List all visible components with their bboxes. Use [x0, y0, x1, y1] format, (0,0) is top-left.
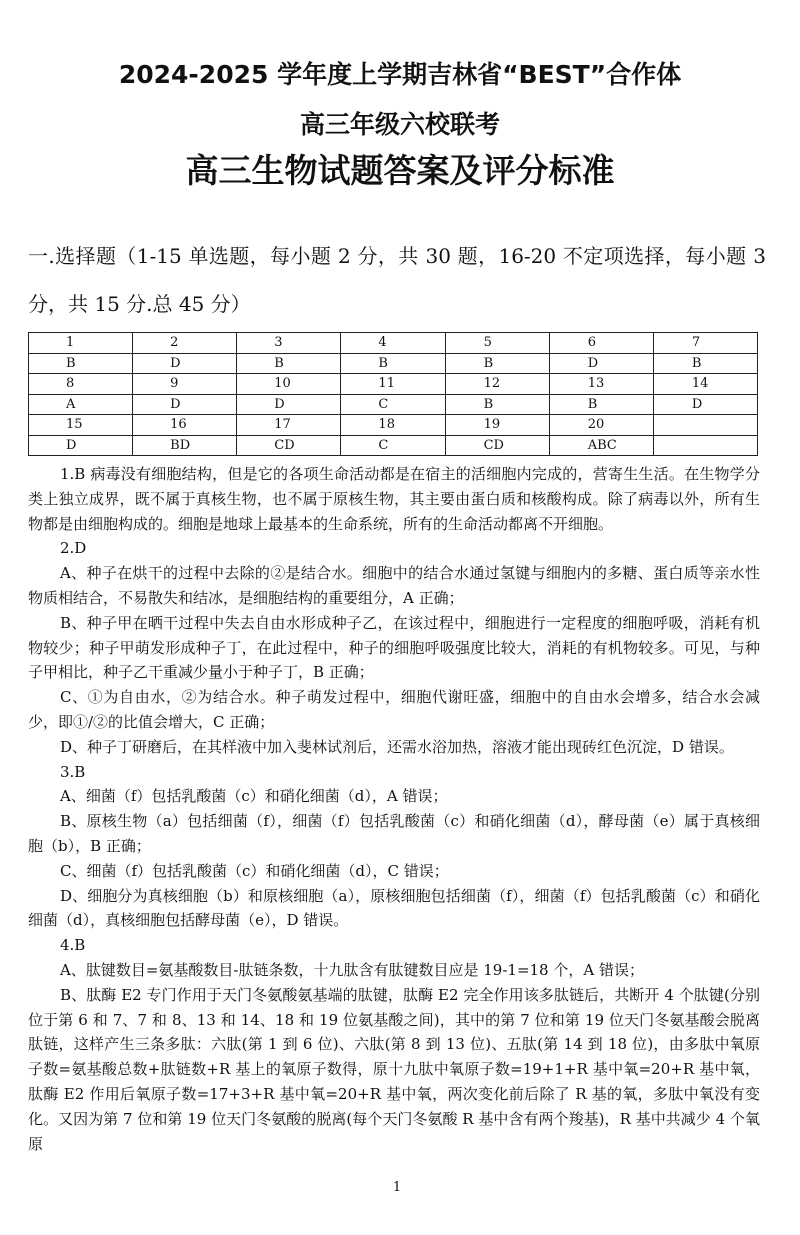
table-row — [29, 353, 758, 374]
table-cell: B — [445, 353, 549, 374]
table-cell: D — [549, 353, 653, 374]
explanation-paragraph: B、种子甲在晒干过程中失去自由水形成种子乙，在该过程中，细胞进行一定程度的细胞呼吸，消耗有机物较少；种子甲萌发形成种子丁，在此过程中，种子的细胞呼吸强度比较大，消耗的有机物较多。可见，与种子甲相比，种子乙干重减少量小于种子丁，B 正确； — [28, 613, 760, 682]
explanation-paragraph: B、原核生物（a）包括细菌（f），细菌（f）包括乳酸菌（c）和硝化细菌（d），酵母菌（e）属于真核细胞（b），B 正确； — [28, 812, 760, 855]
table-cell: 4 — [341, 333, 445, 354]
table-cell: B — [341, 353, 445, 374]
table-cell: B — [445, 394, 549, 415]
table-cell: 18 — [341, 415, 445, 436]
table-cell: D — [133, 394, 237, 415]
table-cell: D — [29, 435, 133, 456]
table-cell — [653, 435, 757, 456]
table-row — [29, 394, 758, 415]
table-cell: 10 — [237, 374, 341, 395]
table-cell: CD — [445, 435, 549, 456]
table-cell: 3 — [237, 333, 341, 354]
table-cell: CD — [237, 435, 341, 456]
table-cell: 12 — [445, 374, 549, 395]
explanations — [28, 462, 760, 1156]
table-cell: 11 — [341, 374, 445, 395]
table-cell: 16 — [133, 415, 237, 436]
explanation-paragraph: 3.B — [60, 762, 86, 781]
table-cell: 17 — [237, 415, 341, 436]
table-cell: BD — [133, 435, 237, 456]
table-cell — [653, 415, 757, 436]
explanation-paragraph: 2.D — [60, 539, 87, 558]
explanation-paragraph: A、种子在烘干的过程中去除的②是结合水。细胞中的结合水通过氢键与细胞内的多糖、蛋白质等亲水性物质相结合，不易散失和结冰，是细胞结构的重要组分，A 正确； — [28, 564, 760, 607]
explanation-paragraph: A、肽键数目=氨基酸数目-肽链条数，十九肽含有肽键数目应是 19-1=18 个，A 错误； — [60, 960, 644, 979]
explanation-paragraph: D、细胞分为真核细胞（b）和原核细胞（a），原核细胞包括细菌（f），细菌（f）包括乳酸菌（c）和硝化细菌（d），真核细胞包括酵母菌（e），D 错误。 — [28, 886, 760, 930]
table-row — [29, 333, 758, 354]
explanation-paragraph: B、肽酶 E2 专门作用于天门冬氨酸氨基端的肽键，肽酶 E2 完全作用该多肽链后，共断开 4 个肽键(分别位于第 6 和 7、7 和 8、13 和 14、18 和 19 位氨基酸之间)，其中的第 7 位和第 19 位天门冬氨基酸会脱离肽链，这样产生三条多肽：六肽(第 1 到 6 位)、六肽(第 8 到 13 位)、五肽(第 14 到 18 位)，由多肽中氧原子数=氨基酸总数+肽链数+R 基上的氧原子数得，原十九肽中氧原子数=19+1+R 基中氧=20+R 基中氧，肽酶 E2 作用后氧原子数=17+3+R 基中氧=20+R 基中氧，两次变化前后除了 R 基的氧，多肽中氧没有变化。又因为第 7 位和第 19 位天门冬氨酸的脱离(每个天门冬氨酸 R 基中含有两个羧基)，R 基中共减少 4 个氧原 — [28, 985, 760, 1153]
table-row — [29, 435, 758, 456]
document-title: 高三生物试题答案及评分标准 — [185, 151, 615, 190]
table-cell: 13 — [549, 374, 653, 395]
title-line-2: 高三年级六校联考 — [299, 110, 500, 139]
table-cell: C — [341, 435, 445, 456]
table-cell: 1 — [29, 333, 133, 354]
explanation-paragraph: 1.B 病毒没有细胞结构，但是它的各项生命活动都是在宿主的活细胞内完成的，营寄生生活。在生物学分类上独立成界，既不属于真核生物，也不属于原核生物，其主要由蛋白质和核酸构成。除了病毒以外，所有生物都是由细胞构成的。细胞是地球上最基本的生命系统，所有的生命活动都离不开细胞。 — [28, 465, 760, 533]
table-cell: D — [237, 394, 341, 415]
explanation-paragraph: D、种子丁研磨后，在其样液中加入斐林试剂后，还需水浴加热，溶液才能出现砖红色沉淀，D 错误。 — [60, 737, 734, 756]
table-cell: 19 — [445, 415, 549, 436]
table-cell: 6 — [549, 333, 653, 354]
table-cell: 14 — [653, 374, 757, 395]
table-cell: B — [237, 353, 341, 374]
explanation-paragraph: A、细菌（f）包括乳酸菌（c）和硝化细菌（d），A 错误； — [60, 787, 448, 806]
table-cell: 15 — [29, 415, 133, 436]
table-cell: 20 — [549, 415, 653, 436]
table-cell: 5 — [445, 333, 549, 354]
answer-table — [28, 332, 758, 456]
table-cell: A — [29, 394, 133, 415]
table-cell: 2 — [133, 333, 237, 354]
table-cell: D — [653, 394, 757, 415]
section-heading: 一.选择题（1-15 单选题，每小题 2 分，共 30 题，16-20 不定项选择，每小题 3 分，共 15 分.总 45 分） — [28, 244, 766, 316]
table-row — [29, 374, 758, 395]
table-cell: B — [29, 353, 133, 374]
table-row — [29, 415, 758, 436]
table-cell: D — [133, 353, 237, 374]
table-cell: B — [549, 394, 653, 415]
title-line-1: 2024-2025 学年度上学期吉林省“BEST”合作体 — [118, 60, 682, 89]
explanation-paragraph: C、①为自由水，②为结合水。种子萌发过程中，细胞代谢旺盛，细胞中的自由水会增多，结合水会减少，即①/②的比值会增大，C 正确； — [28, 688, 760, 731]
table-cell: B — [653, 353, 757, 374]
table-cell: C — [341, 394, 445, 415]
page-number: 1 — [392, 1180, 402, 1196]
table-cell: ABC — [549, 435, 653, 456]
explanation-paragraph: 4.B — [60, 936, 86, 955]
table-cell: 7 — [653, 333, 757, 354]
table-cell: 8 — [29, 374, 133, 395]
table-cell: 9 — [133, 374, 237, 395]
explanation-paragraph: C、细菌（f）包括乳酸菌（c）和硝化细菌（d），C 错误； — [60, 861, 449, 880]
